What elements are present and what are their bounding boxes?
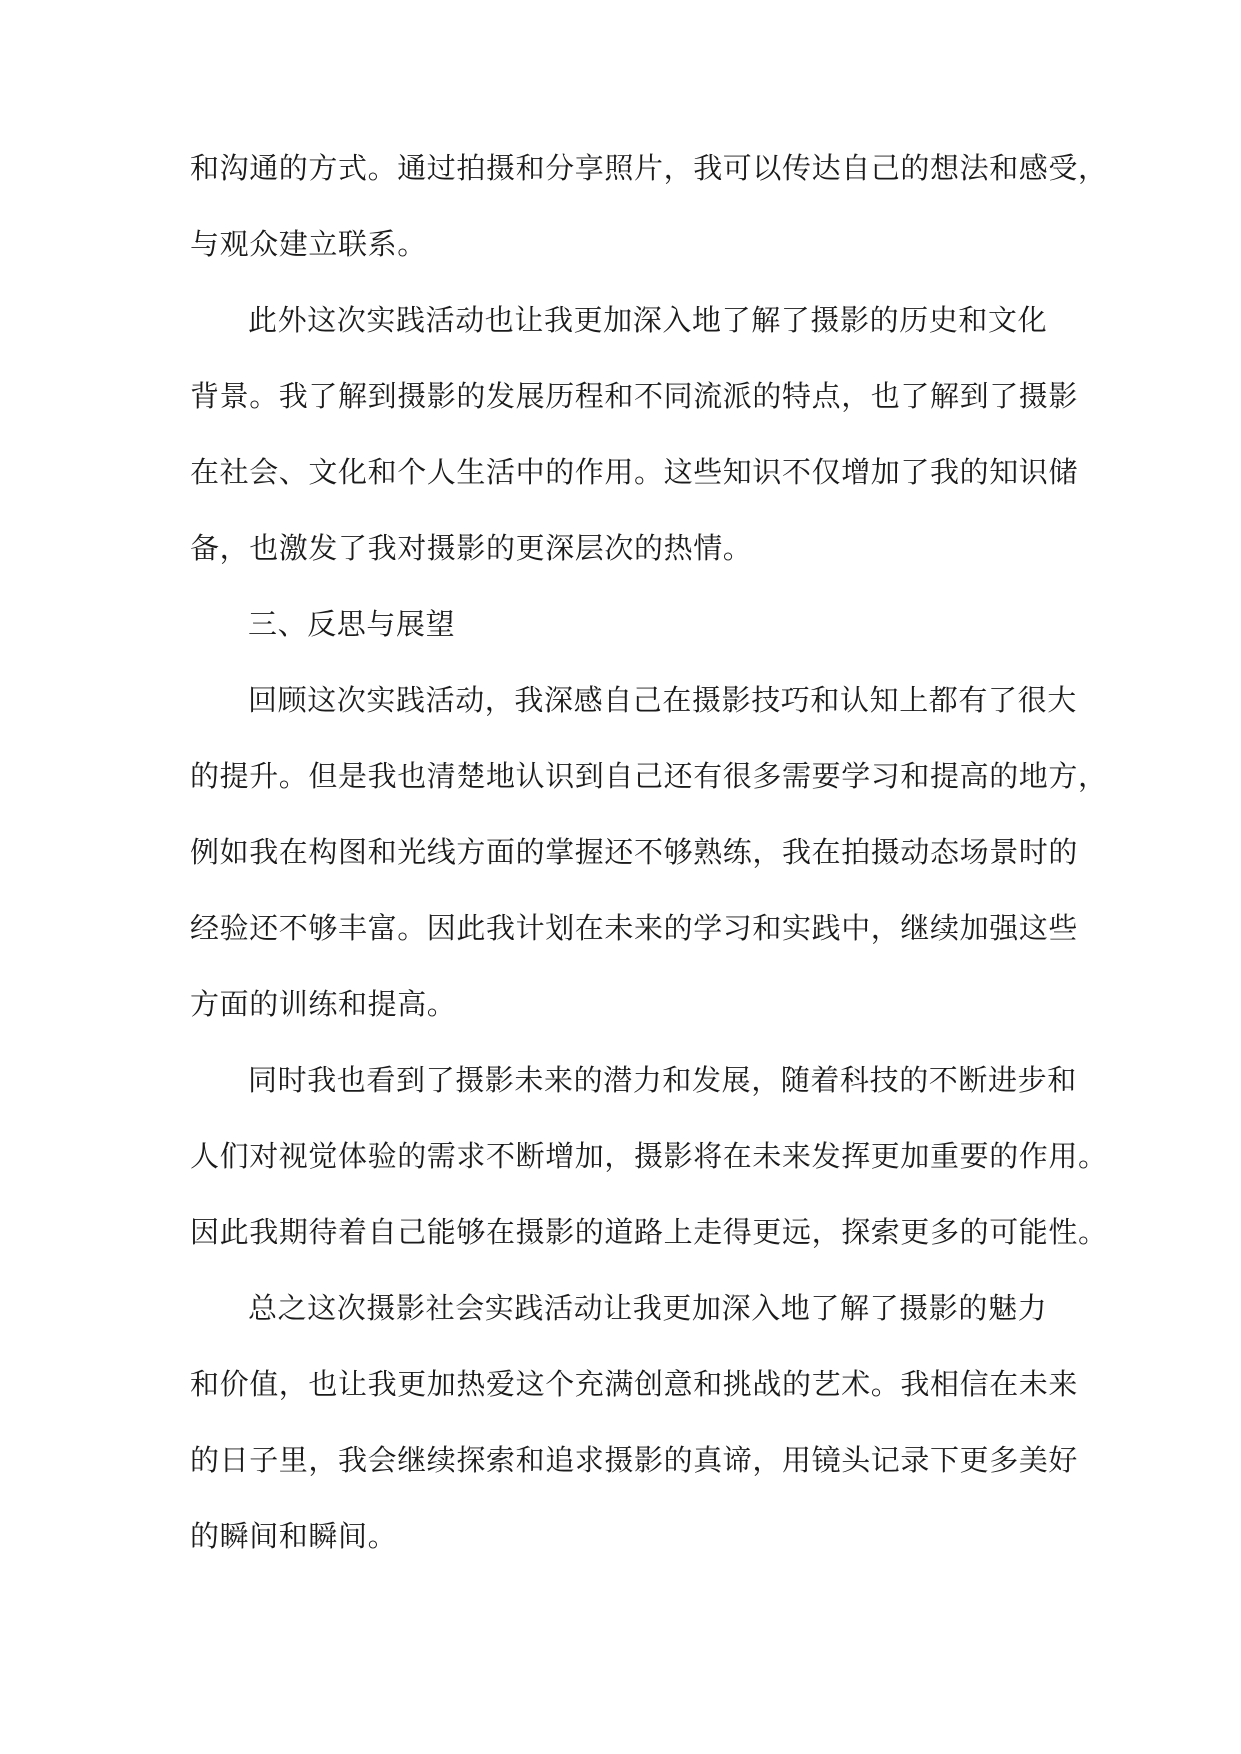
- text-line: 备，也激发了我对摄影的更深层次的热情。: [190, 531, 753, 565]
- text-line: 方面的训练和提高。: [190, 987, 457, 1021]
- text-line: 在社会、文化和个人生活中的作用。这些知识不仅增加了我的知识储: [190, 455, 1079, 489]
- section-heading: 三、反思与展望: [248, 607, 456, 641]
- paragraph-first-line: 总之这次摄影社会实践活动让我更加深入地了解了摄影的魅力: [248, 1291, 1048, 1325]
- text-line: 背景。我了解到摄影的发展历程和不同流派的特点，也了解到了摄影: [190, 379, 1079, 413]
- text-line: 的日子里，我会继续探索和追求摄影的真谛，用镜头记录下更多美好: [190, 1443, 1079, 1477]
- text-line: 与观众建立联系。: [190, 227, 427, 261]
- text-line: 因此我期待着自己能够在摄影的道路上走得更远，探索更多的可能性。: [190, 1215, 1108, 1249]
- paragraph-first-line: 同时我也看到了摄影未来的潜力和发展，随着科技的不断进步和: [248, 1063, 1077, 1097]
- text-line: 例如我在构图和光线方面的掌握还不够熟练，我在拍摄动态场景时的: [190, 835, 1079, 869]
- text-line: 经验还不够丰富。因此我计划在未来的学习和实践中，继续加强这些: [190, 911, 1079, 945]
- paragraph-first-line: 回顾这次实践活动，我深感自己在摄影技巧和认知上都有了很大: [248, 683, 1077, 717]
- text-line: 的提升。但是我也清楚地认识到自己还有很多需要学习和提高的地方，: [190, 759, 1108, 793]
- paragraph-first-line: 此外这次实践活动也让我更加深入地了解了摄影的历史和文化: [248, 303, 1048, 337]
- text-line: 和价值，也让我更加热爱这个充满创意和挑战的艺术。我相信在未来: [190, 1367, 1079, 1401]
- text-line: 和沟通的方式。通过拍摄和分享照片，我可以传达自己的想法和感受，: [190, 151, 1108, 185]
- text-line: 的瞬间和瞬间。: [190, 1519, 398, 1553]
- text-line: 人们对视觉体验的需求不断增加，摄影将在未来发挥更加重要的作用。: [190, 1139, 1108, 1173]
